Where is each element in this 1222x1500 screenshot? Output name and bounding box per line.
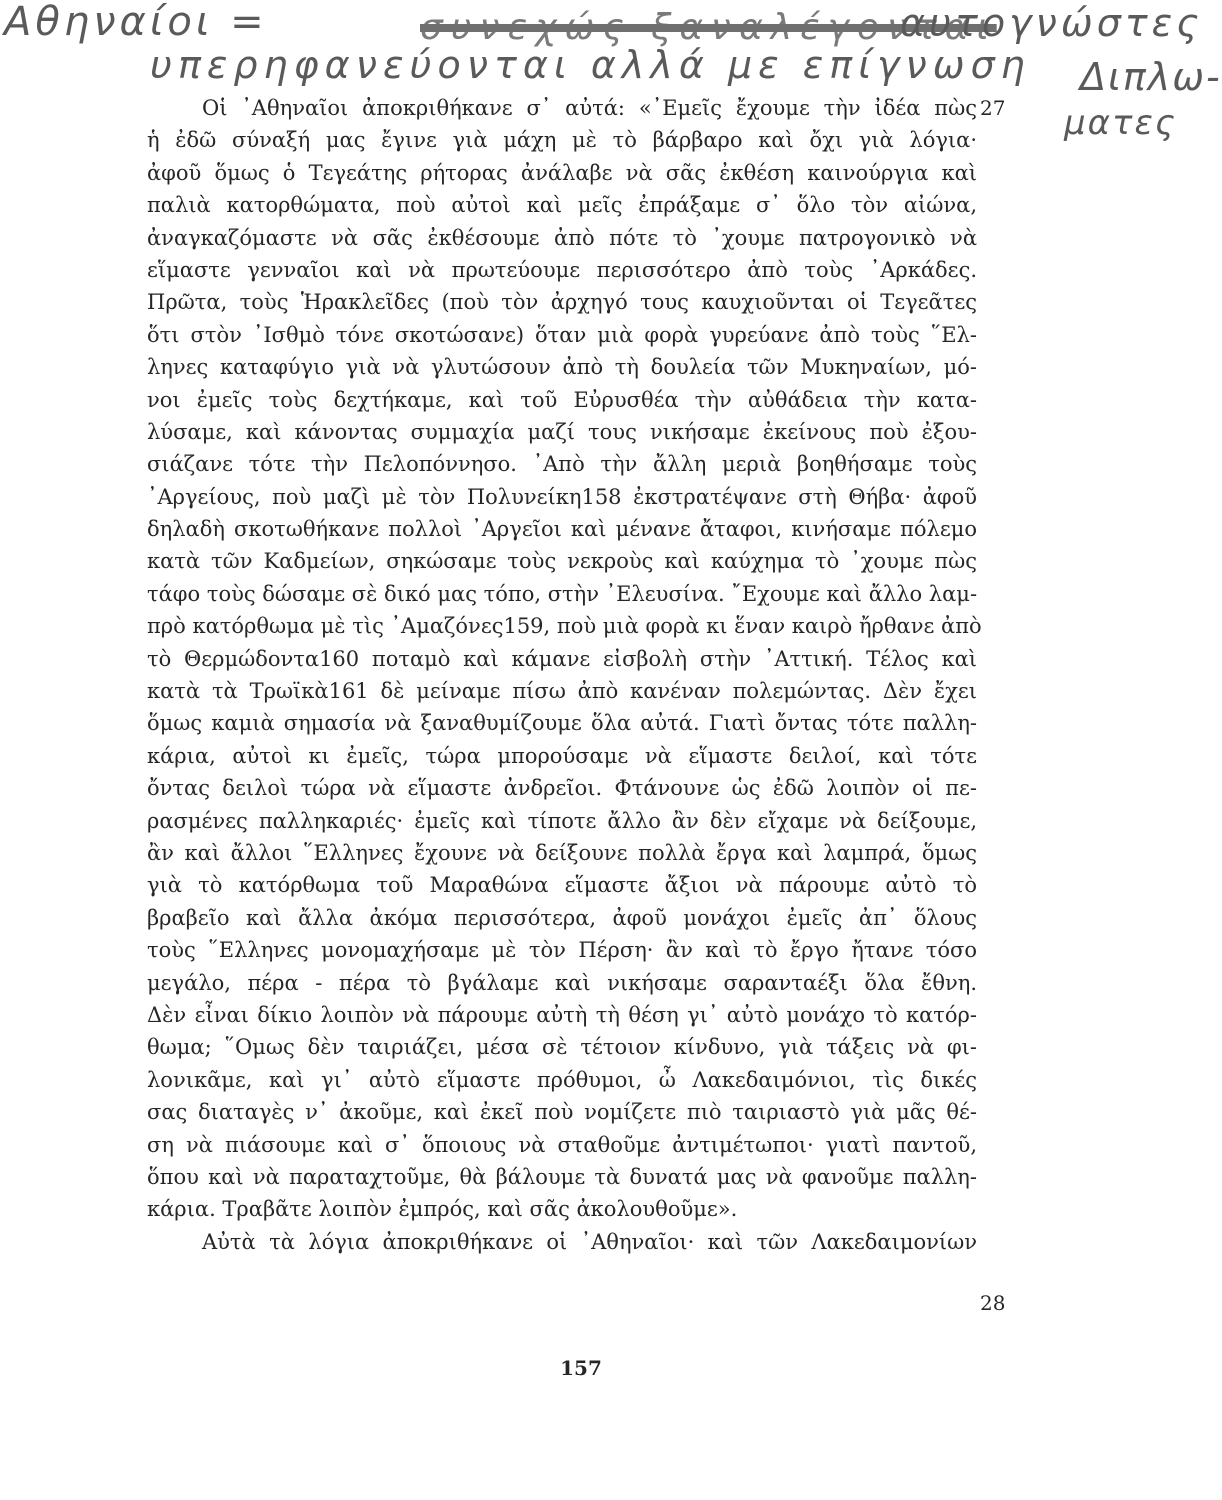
text-line: Πρῶτα, τοὺς Ἡρακλεῖδες (ποὺ τὸν ἀρχηγό τους καυχιοῦνται οἱ Τεγεᾶτες	[147, 290, 977, 315]
text-line: δηλαδὴ σκοτωθήκανε πολλοὶ ᾿Αργεῖοι καὶ μένανε ἄταφοι, κινήσαμε πόλεμο	[147, 517, 977, 542]
text-line: τὸ Θερμώδοντα160 ποταμὸ καὶ κάμανε εἰσβολὴ στὴν ᾿Αττική. Τέλος καὶ	[147, 646, 977, 671]
text-line: ὅπου καὶ νὰ παραταχτοῦμε, θὰ βάλουμε τὰ δυνατά μας νὰ φανοῦμε παλλη-	[147, 1164, 977, 1189]
margin-number-27: 27	[980, 96, 1006, 120]
text-line: ὅμως καμιὰ σημασία νὰ ξαναθυμίζουμε ὅλα αὐτά. Γιατὶ ὄντας τότε παλλη-	[147, 711, 977, 736]
text-line: τάφο τοὺς δώσαμε σὲ δικό μας τόπο, στὴν ᾿Ελευσίνα. ῎Εχουμε καὶ ἄλλο λαμ-	[147, 581, 978, 606]
text-line: Οἱ ᾿Αθηναῖοι ἀποκριθήκανε σ᾿ αὐτά: «᾿Εμεῖς ἔχουμε τὴν ἰδέα πὼς	[202, 96, 977, 120]
text-line: τοὺς ῞Ελληνες μονομαχήσαμε μὲ τὸν Πέρση· ἂν καὶ τὸ ἔργο ἤτανε τόσο	[147, 938, 977, 963]
text-line: κάρια. Τραβᾶτε λοιπὸν ἐμπρός, καὶ σᾶς ἀκολουθοῦμε».	[147, 1197, 738, 1222]
text-line: κατὰ τῶν Καδμείων, σηκώσαμε τοὺς νεκροὺς καὶ καύχημα τὸ ᾿χουμε πὼς	[147, 549, 977, 574]
text-line: ληνες καταφύγιο γιὰ νὰ γλυτώσουν ἀπὸ τὴ δουλεία τῶν Μυκηναίων, μό-	[147, 355, 977, 380]
text-line: κατὰ τὰ Τρωϊκὰ161 δὲ μείναμε πίσω ἀπὸ κανέναν πολεμώντας. Δὲν ἔχει	[147, 679, 977, 704]
page-number: 157	[560, 1356, 602, 1380]
text-line: ἀφοῦ ὅμως ὁ Τεγεάτης ρήτορας ἀνάλαβε νὰ σᾶς ἐκθέση καινούργια καὶ	[147, 160, 977, 185]
text-line: λύσαμε, καὶ κάνοντας συμμαχία μαζί τους νικήσαμε ἐκείνους ποὺ ἐξου-	[147, 419, 977, 444]
handwritten-note-second-line: υπερηφανεύονται αλλά με επίγνωση	[150, 43, 1031, 87]
handwritten-note-top-left: Αθηναίοι =	[4, 0, 268, 45]
text-line: Αὐτὰ τὰ λόγια ἀποκριθήκανε οἱ ᾿Αθηναῖοι· καὶ τῶν Λακεδαιμονίων	[202, 1229, 977, 1254]
text-line: νοι ἐμεῖς τοὺς δεχτήκαμε, καὶ τοῦ Εὐρυσθέα τὴν αὐθάδεια τὴν κατα-	[147, 387, 977, 412]
text-line: ση νὰ πιάσουμε καὶ σ᾿ ὅποιους νὰ σταθοῦμε ἀντιμέτωποι· γιατὶ παντοῦ,	[147, 1132, 977, 1157]
handwritten-margin-note-1: Διπλω-	[1080, 55, 1222, 99]
text-line: θωμα; ῞Ομως δὲν ταιριάζει, μέσα σὲ τέτοιον κίνδυνο, γιὰ τάξεις νὰ φι-	[147, 1035, 977, 1060]
text-line: ᾿Αργείους, ποὺ μαζὶ μὲ τὸν Πολυνείκη158 ἐκστρατέψανε στὴ Θήβα· ἀφοῦ	[147, 484, 977, 509]
body-text	[147, 92, 982, 1258]
text-line: μεγάλο, πέρα - πέρα τὸ βγάλαμε καὶ νικήσαμε σαρανταέξι ὅλα ἔθνη.	[147, 970, 977, 995]
text-line: παλιὰ κατορθώματα, ποὺ αὐτοὶ καὶ μεῖς ἐπράξαμε σ᾿ ὅλο τὸν αἰώνα,	[147, 193, 977, 218]
handwritten-note-top-right: αυτογνώστες	[900, 1, 1203, 45]
text-line: ρασμένες παλληκαριές· ἐμεῖς καὶ τίποτε ἄλλο ἂν δὲν εἴχαμε νὰ δείξουμε,	[147, 808, 977, 833]
text-line: γιὰ τὸ κατόρθωμα τοῦ Μαραθώνα εἵμαστε ἄξιοι νὰ πάρουμε αὐτὸ τὸ	[147, 873, 977, 898]
text-line: πρὸ κατόρθωμα μὲ τὶς ᾿Αμαζόνες159, ποὺ μιὰ φορὰ κι ἕναν καιρὸ ἤρθανε ἀπὸ	[147, 614, 982, 639]
text-line: ἂν καὶ ἄλλοι ῞Ελληνες ἔχουνε νὰ δείξουνε πολλὰ ἔργα καὶ λαμπρά, ὅμως	[147, 840, 977, 865]
margin-number-28: 28	[980, 1291, 1006, 1315]
struck-handwriting: συνεχώς ξαναλέγονται	[420, 7, 997, 48]
text-line: ὄντας δειλοὶ τώρα νὰ εἵμαστε ἀνδρεῖοι. Φτάνουνε ὡς ἐδῶ λοιπὸν οἱ πε-	[147, 776, 977, 801]
text-line: λονικᾶμε, καὶ γι᾿ αὐτὸ εἵμαστε πρόθυμοι, ὦ Λακεδαιμόνιοι, τὶς δικές	[147, 1067, 977, 1092]
text-line: σας διαταγὲς ν᾿ ἀκοῦμε, καὶ ἐκεῖ ποὺ νομίζετε πιὸ ταιριαστὸ γιὰ μᾶς θέ-	[147, 1100, 977, 1125]
text-line: Δὲν εἶναι δίκιο λοιπὸν νὰ πάρουμε αὐτὴ τὴ θέση γι᾿ αὐτὸ μονάχο τὸ κατόρ-	[147, 1002, 977, 1027]
text-line: εἵμαστε γενναῖοι καὶ νὰ πρωτεύουμε περισσότερο ἀπὸ τοὺς ᾿Αρκάδες.	[147, 257, 977, 282]
handwritten-margin-note-2: ματες	[1064, 103, 1177, 143]
text-line: ἀναγκαζόμαστε νὰ σᾶς ἐκθέσουμε ἀπὸ πότε τὸ ᾿χουμε πατρογονικὸ νὰ	[147, 225, 977, 250]
text-line: ἡ ἐδῶ σύναξή μας ἔγινε γιὰ μάχη μὲ τὸ βάρβαρο καὶ ὄχι γιὰ λόγια·	[147, 128, 977, 153]
text-line: σιάζανε τότε τὴν Πελοπόννησο. ᾿Απὸ τὴν ἄλλη μεριὰ βοηθήσαμε τοὺς	[147, 452, 977, 477]
text-line: ὅτι στὸν ᾿Ισθμὸ τόνε σκοτώσανε) ὅταν μιὰ φορὰ γυρεύανε ἀπὸ τοὺς ῞Ελ-	[147, 322, 977, 347]
text-line: κάρια, αὐτοὶ κι ἐμεῖς, τώρα μπορούσαμε νὰ εἵμαστε δειλοί, καὶ τότε	[147, 743, 977, 768]
text-line: βραβεῖο καὶ ἄλλα ἀκόμα περισσότερα, ἀφοῦ μονάχοι ἐμεῖς ἀπ᾿ ὅλους	[147, 905, 977, 930]
